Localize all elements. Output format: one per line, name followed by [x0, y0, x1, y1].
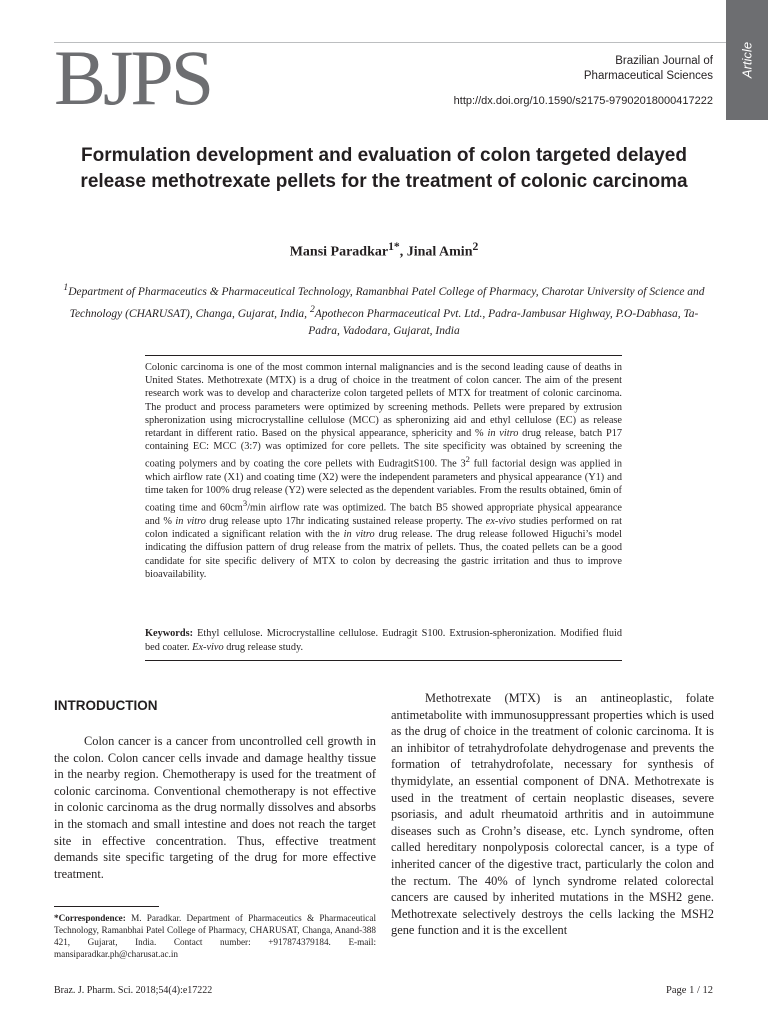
body-paragraph-left: Colon cancer is a cancer from uncontrolled cell growth in the colon. Colon cancer cells invade and damage healthy tissue in the nearby region. Chemotherapy is used for the treatment of colonic carcinoma. Conventional chemotherapy is not effective in colonic carcinoma as the drug normally dissolves and absorbs in the stomach and small intestine and does not reach the target site in effective concentration. Thus, effective treatment demands site specific targeting of the drug for more effective treatment.: [54, 734, 376, 881]
article-title: Formulation development and evaluation of colon targeted delayed release methotrexate pellets for the treatment of colonic carcinoma: [80, 145, 688, 192]
footer-citation: Braz. J. Pharm. Sci. 2018;54(4):e17222: [54, 985, 213, 996]
affiliation-2: Apothecon Pharmaceutical Pvt. Ltd., Padra-Jambusar Highway, P.O-Dabhasa, Ta-Padra, Vadodara, Gujarat, India: [308, 307, 699, 337]
journal-name-line-1: Brazilian Journal of: [615, 55, 713, 67]
footnote-rule: [54, 906, 159, 907]
author-affiliation-marker: 2: [472, 240, 479, 253]
doi-link[interactable]: http://dx.doi.org/10.1590/s2175-97902018000417222: [453, 95, 713, 107]
section-heading-introduction: INTRODUCTION: [54, 698, 158, 713]
correspondence-text: M. Paradkar. Department of Pharmaceutics & Pharmaceutical Technology, Ramanbhai Patel College of Pharmacy, CHARUSAT, Changa, Anand-388 421, Gujarat, India. Contact number: +917874379184. E-mail: mansiparadkar.ph@charusat.ac.in: [54, 913, 376, 959]
abstract-italic: in vitro: [343, 529, 375, 541]
abstract-italic: in vitro: [487, 428, 519, 440]
author-separator: ,: [399, 244, 407, 260]
abstract-segment: full factorial design was applied in which airflow rate (X1) and coating time (X2) were the independent parameters and physical appearance (Y1) and time taken for 100% drug release (Y2) were selected as the dependent variables. From the results obtained, 6min of coating time and 60cm: [145, 458, 622, 514]
author-list: [0, 240, 768, 261]
correspondence-label: *Correspondence:: [54, 913, 126, 923]
article-type-tab: [726, 0, 768, 120]
abstract-italic: ex-vivo: [485, 516, 516, 528]
abstract-italic: in vitro: [175, 516, 206, 528]
affiliation-1: Department of Pharmaceutics & Pharmaceutical Technology, Ramanbhai Patel College of Pharmacy, Charotar University of Science and Technology (CHARUSAT), Changa, Gujarat, India,: [68, 285, 705, 320]
abstract-segment: drug release, batch P17 containing EC: MCC (3:7) was optimized for core pellets. The site specificity was obtained by screening the coating polymers and by coating the core pellets with EudragitS100. The 3: [145, 428, 622, 470]
affiliations: [60, 279, 708, 340]
body-paragraph-right: Methotrexate (MTX) is an antineoplastic, folate antimetabolite with immunosuppressant properties which is used as the drug of choice in the treatment of colonic carcinoma. It is an inhibitor of tetrahydrofolate dehydrogenase and prevents the formation of tetrahydrofolate, necessary for synthesis of thymidylate, an essential component of DNA. Methotrexate is used in the treatment of certain neoplastic diseases, severe psoriasis, and adult rheumatoid arthritis and in autoimmune diseases such as Crohn’s disease, etc. Lynch syndrome, often called hereditary nonpolyposis colorectal cancer, is a type of inherited cancer of the digestive tract, particularly the colon and the rectum. The 40% of lynch syndrome related colorectal cancers are caused by inherited mutations in the MSH2 gene. Methotrexate selectively destroys the cells lacking the MSH2 gene function and it is the excellent: [391, 691, 714, 938]
author-name: Jinal Amin: [406, 244, 473, 260]
author-affiliation-marker: 1*: [388, 240, 400, 253]
affiliation-marker: 1: [63, 282, 69, 293]
journal-logo: BJPS: [54, 34, 212, 121]
abstract-top-rule: [145, 355, 622, 356]
affiliation-marker: 2: [309, 303, 315, 315]
keywords-label: Keywords:: [145, 628, 194, 639]
abstract-superscript: 2: [465, 454, 470, 465]
abstract-superscript: 3: [242, 498, 248, 509]
keywords-text: Ethyl cellulose. Microcrystalline cellulose. Eudragit S100. Extrusion-spheronization. Modified fluid bed coater.: [145, 628, 622, 653]
abstract-bottom-rule: [145, 660, 622, 661]
abstract-segment: studies performed on rat colon indicated a significant relation with the: [145, 516, 622, 541]
correspondence-footnote: [54, 912, 376, 960]
abstract-segment: Colonic carcinoma is one of the most common internal malignancies and is the second leading cause of deaths in United States. Methotrexate (MTX) is a drug of choice in the treatment of colon cancer. The aim of the present research work was to develop and characterize colon targeted pellets of MTX for treatment of colonic carcinoma. The product and process parameters were optimized by screening methods. Pellets were prepared by extrusion spheronization using microcrystalline cellulose (MCC) as spheronizing aid and ethyl cellulose (EC) as release retardant in different ratio. Based on the physical appearance, sphericity and %: [145, 362, 622, 440]
keywords: [145, 627, 622, 655]
article-type-label: Article: [739, 41, 755, 79]
abstract-segment: drug release. The drug release followed Higuchi’s model indicating the diffusion pattern of drug release from the matrix of pellets. Thus, the coated pellets can be a good candidate for site specific delivery of MTX to colon by decreasing the gastric irritation and thus to improve bioavailability.: [145, 529, 622, 580]
keywords-text: drug release study.: [223, 642, 304, 653]
abstract-segment: drug release upto 17hr indicating sustained release property. The: [205, 516, 486, 528]
journal-name: [584, 54, 713, 84]
page-number: Page 1 / 12: [666, 985, 713, 996]
abstract-text: [145, 361, 622, 581]
author-name: Mansi Paradkar: [289, 244, 389, 260]
abstract-segment: /min airflow rate was optimized. The batch B5 showed appropriate physical appearance and %: [145, 502, 623, 528]
journal-name-line-2: Pharmaceutical Sciences: [583, 70, 713, 82]
keywords-italic: Ex-vivo: [192, 642, 224, 653]
